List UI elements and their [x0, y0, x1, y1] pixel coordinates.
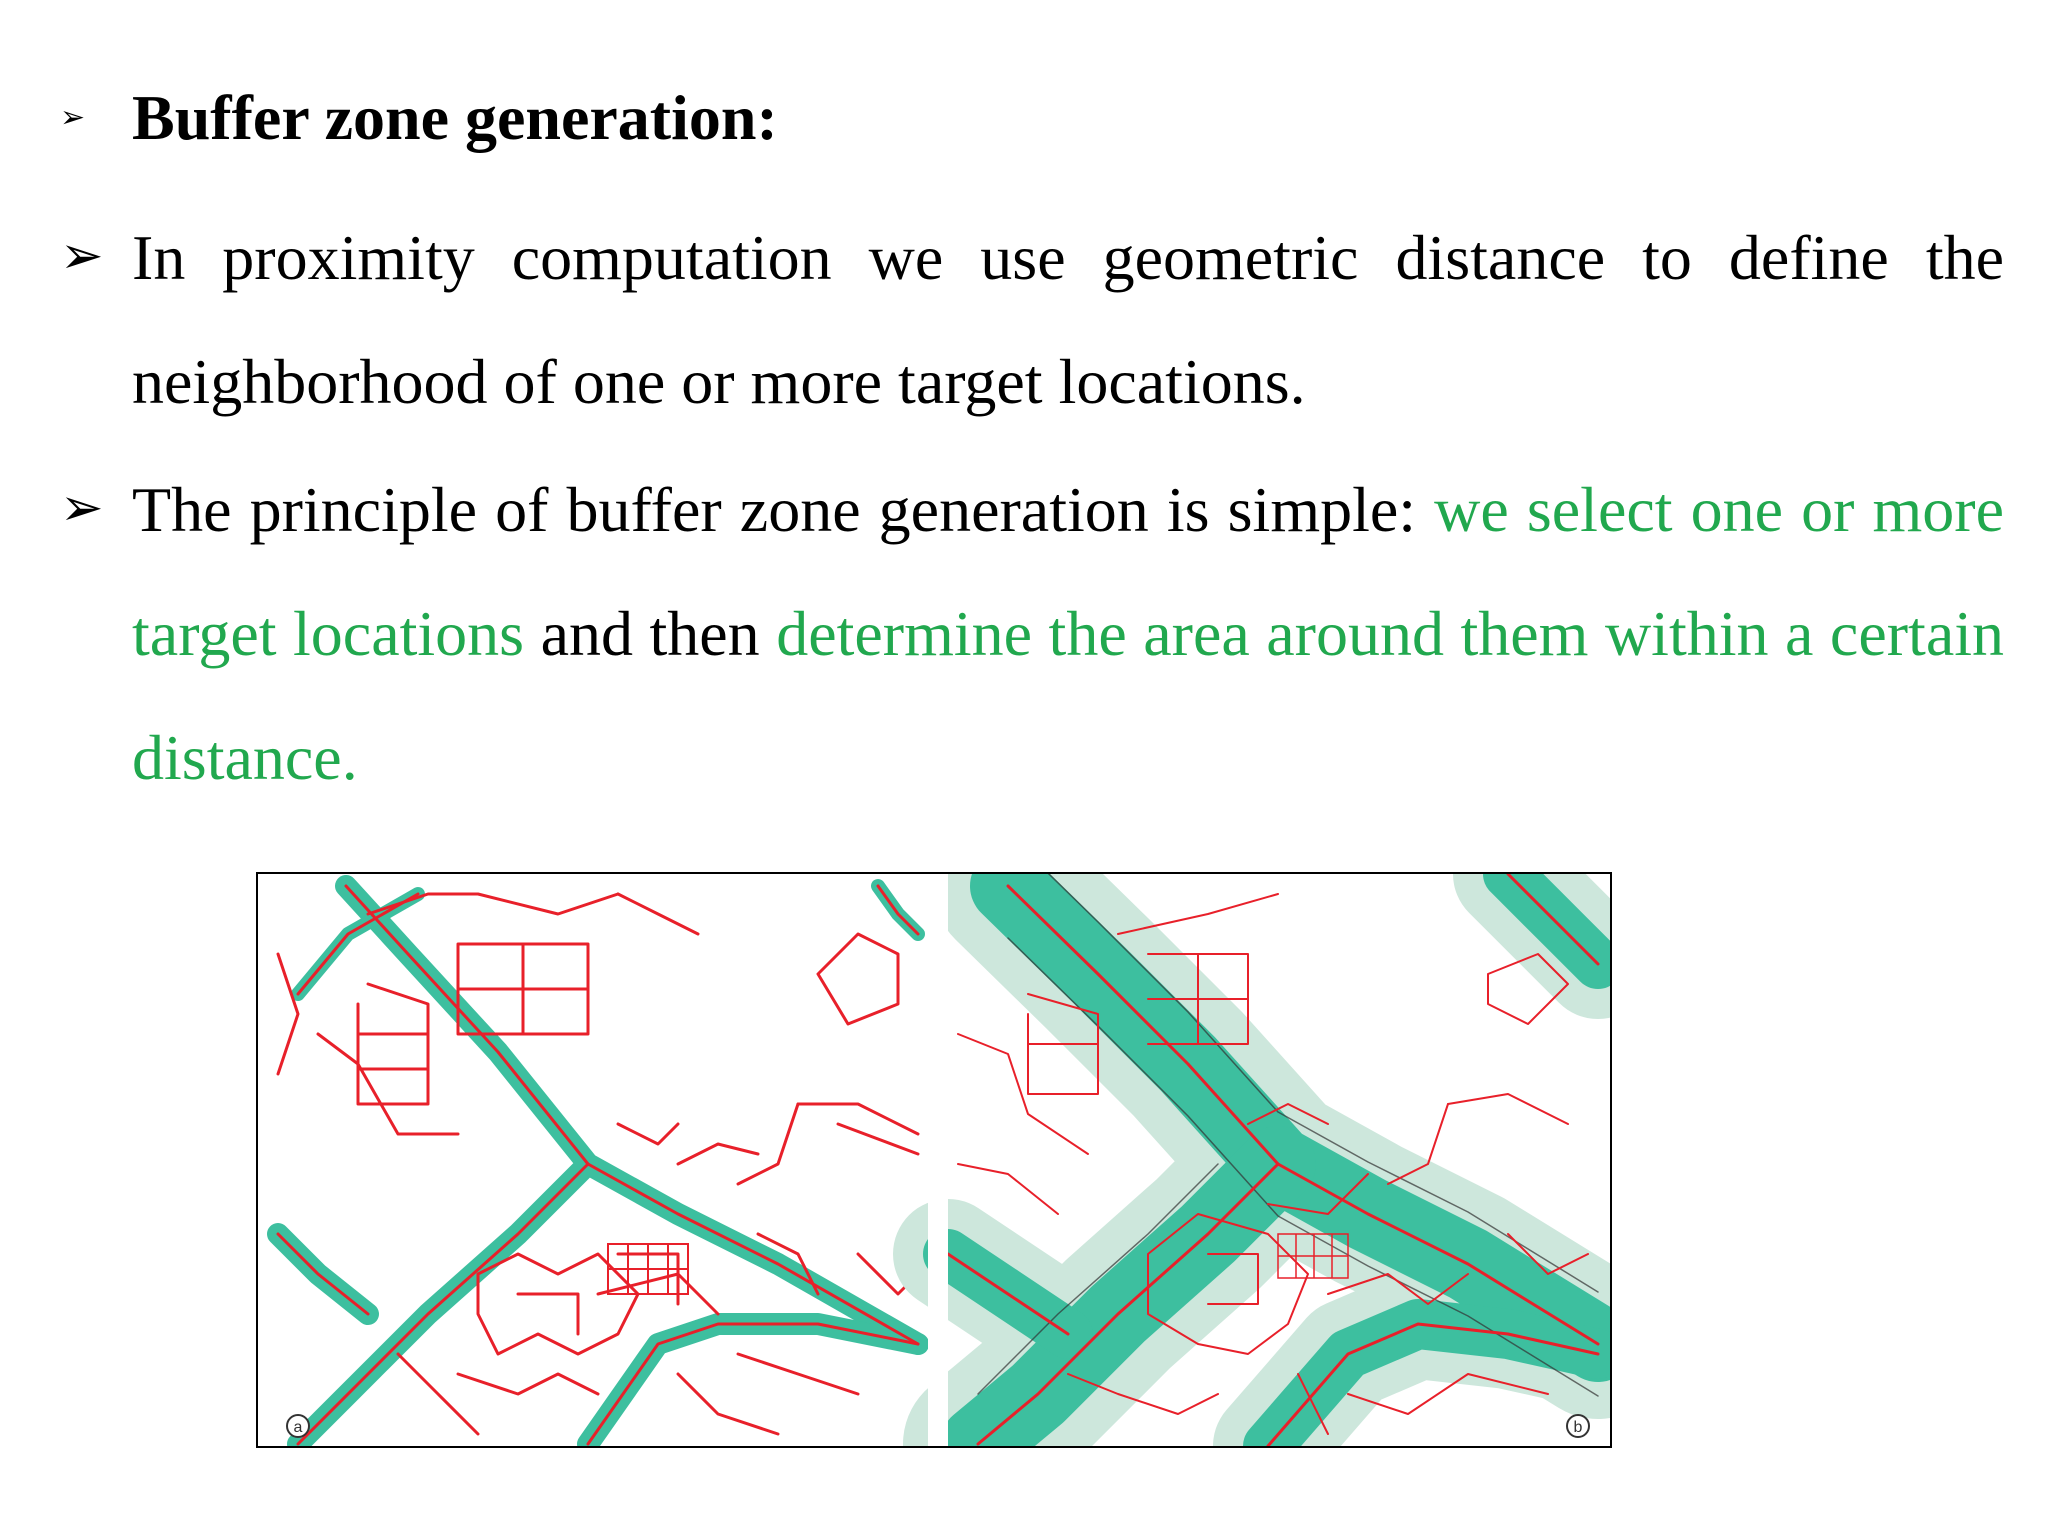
figure-canvas [258, 874, 1610, 1446]
paragraph-principle [132, 448, 2004, 820]
emphasis-text: determine the area around them within a certain distance. [132, 598, 2005, 793]
paragraph-text: The principle of buffer zone generation is simple: [132, 474, 1435, 545]
paragraph-bullet-icon: ➢ [60, 226, 104, 286]
paragraph-proximity [132, 196, 2004, 444]
panel-a-label: a [293, 1419, 303, 1436]
panel-a-map [278, 886, 918, 1444]
heading-bullet-icon: ➢ [60, 100, 86, 135]
panel-a-block-grid [608, 1244, 688, 1294]
panel-divider [928, 874, 948, 1446]
paragraph-text: In proximity computation we use geometric distance to define the neighborhood of one or more target locations. [132, 222, 2004, 417]
panel-b-map [948, 874, 1598, 1446]
section-heading: Buffer zone generation: [132, 82, 778, 153]
buffer-zone-figure [256, 872, 1612, 1448]
paragraph-text: and then [524, 598, 777, 669]
paragraph-bullet-icon: ➢ [60, 478, 104, 538]
emphasis-text: we select one or more target locations [132, 474, 2005, 669]
panel-b-label: b [1573, 1419, 1583, 1436]
